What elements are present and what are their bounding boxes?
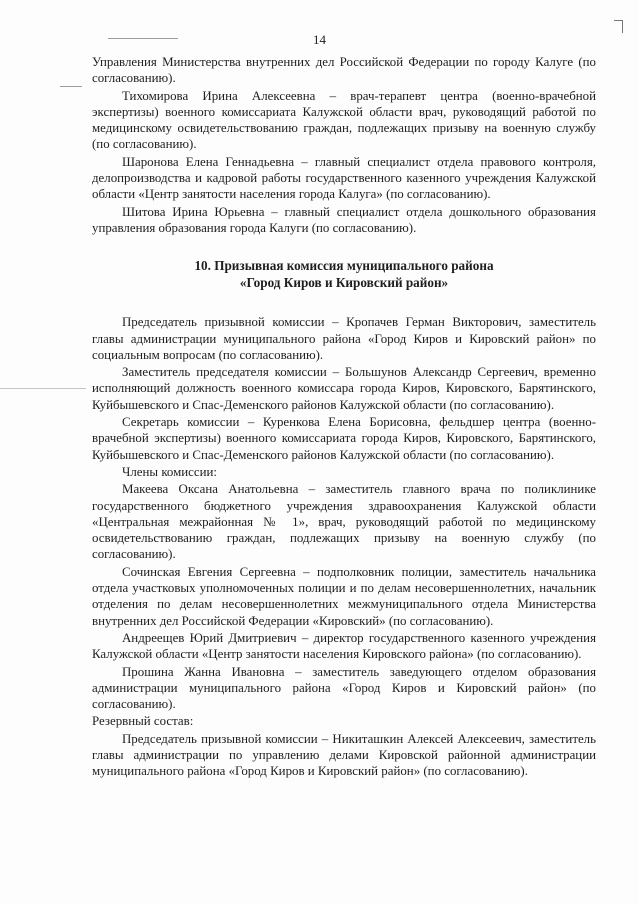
paragraph: Сочинская Евгения Сергеевна – подполковник полиции, заместитель начальника отдела участковых уполномоченных полиции и по делам несовершеннолетних, начальник отделения по делам несовершеннолетних межмуниципального отдела Министерства внутренних дел Российской Федерации «Кировский» (по согласованию). xyxy=(92,564,596,628)
paragraph: Председатель призывной комиссии – Никиташкин Алексей Алексеевич, заместитель главы администрации по управлению делами Кировской районной администрации муниципального района «Город Киров и Кировский район» (по согласованию). xyxy=(92,731,596,779)
scan-artifact-line xyxy=(60,86,82,87)
paragraph: Секретарь комиссии – Куренкова Елена Борисовна, фельдшер центра (военно-врачебной экспертизы) военного комиссариата города Киров, Кировского, Барятинского, Куйбышевского и Спас-Деменского районов Калужской области (по согласованию). xyxy=(92,415,596,462)
section-heading-line: 10. Призывная комиссия муниципального района xyxy=(194,258,494,274)
paragraph: Андреещев Юрий Дмитриевич – директор государственного казенного учреждения Калужской области «Центр занятости населения Кировского района» (по согласованию). xyxy=(92,630,596,662)
paragraph: Председатель призывной комиссии – Кропачев Герман Викторович, заместитель главы администрации муниципального района «Город Киров и Кировский район» по социальным вопросам (по согласованию). xyxy=(92,315,596,362)
page-number: 14 xyxy=(313,32,326,47)
paragraph: Тихомирова Ирина Алексеевна – врач-терапевт центра (военно-врачебной экспертизы) военного комиссариата Калужской области врач, руководящий работой по медицинскому освидетельствованию граждан, подлежащих призыву на военную службу (по согласованию). xyxy=(92,88,596,152)
paragraph: Макеева Оксана Анатольевна – заместитель главного врача по поликлинике государственного бюджетного учреждения здравоохранения Калужской области «Центральная межрайонная № 1», врач, руководящий работой по медицинскому освидетельствованию граждан, подлежащих призыву на военную службу (по согласованию). xyxy=(92,482,596,562)
paragraph: Управления Министерства внутренних дел Российской Федерации по городу Калуге (по согласованию). xyxy=(92,55,596,86)
paragraph: Шаронова Елена Геннадьевна – главный специалист отдела правового контроля, делопроизводства и кадровой работы государственного казенного учреждения Калужской области «Центр занятости населения города Калуга» (по согласованию). xyxy=(92,154,596,202)
reserve-heading: Резервный состав: xyxy=(92,714,194,729)
section-heading xyxy=(92,258,596,291)
paragraph: Члены комиссии: xyxy=(122,464,217,479)
document-body xyxy=(92,54,596,780)
paragraph: Шитова Ирина Юрьевна – главный специалист отдела дошкольного образования управления образования города Калуги (по согласованию). xyxy=(92,204,596,235)
paragraph: Прошина Жанна Ивановна – заместитель заведующего отделом образования администрации муниципального района «Город Киров и Кировский район» (по согласованию). xyxy=(92,664,596,712)
paragraph: Заместитель председателя комиссии – Большунов Александр Сергеевич, временно исполняющий должность военного комиссара города Киров, Кировского, Барятинского, Куйбышевского и Спас-Деменского районов Калужской области (по согласованию). xyxy=(92,365,596,412)
section-heading-line: «Город Киров и Кировский район» xyxy=(239,274,449,290)
scan-artifact-line xyxy=(0,388,86,389)
